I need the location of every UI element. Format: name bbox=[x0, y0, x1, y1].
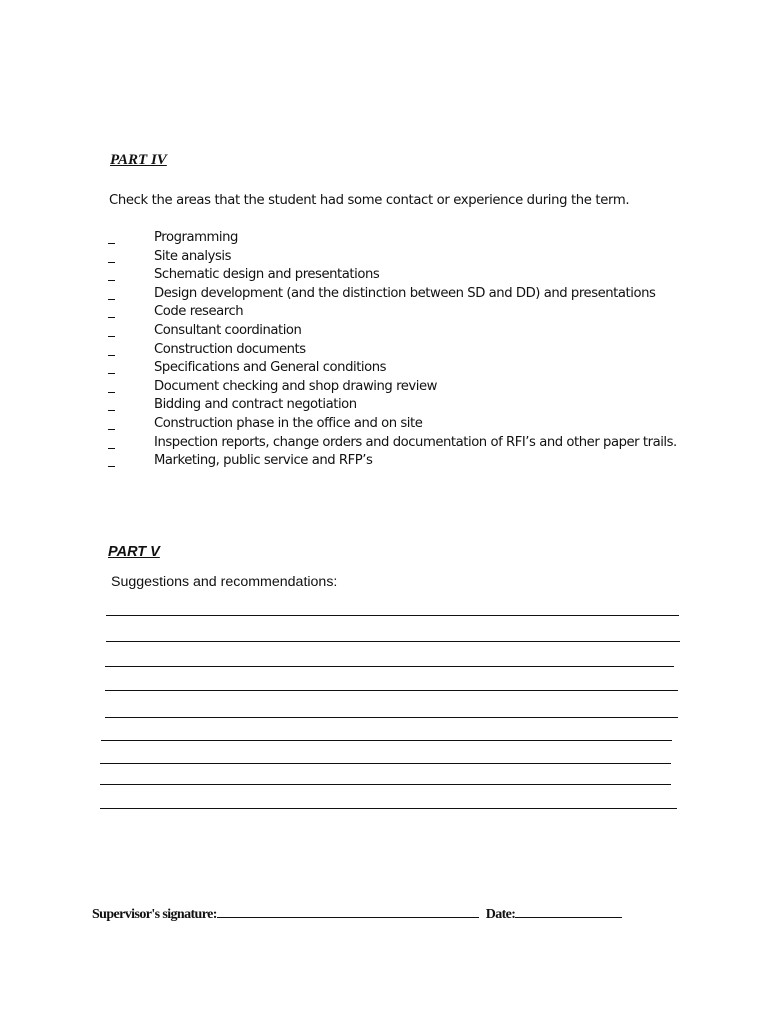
part-iv-heading: PART IV bbox=[110, 152, 167, 168]
date-label: Date: bbox=[485, 907, 516, 922]
checklist-item-label: Specifications and General conditions bbox=[154, 360, 387, 376]
checklist-item-label: Code research bbox=[154, 304, 244, 320]
suggestion-write-line[interactable] bbox=[106, 641, 680, 642]
supervisor-signature-line[interactable] bbox=[217, 905, 479, 918]
checklist-item-label: Document checking and shop drawing review bbox=[154, 378, 437, 394]
suggestions-label: Suggestions and recommendations: bbox=[111, 574, 338, 590]
suggestion-write-line[interactable] bbox=[105, 717, 678, 718]
signature-row bbox=[92, 905, 622, 923]
suggestion-write-line[interactable] bbox=[100, 763, 671, 764]
suggestion-write-line[interactable] bbox=[105, 666, 674, 667]
checklist-item-label: Marketing, public service and RFP’s bbox=[154, 453, 373, 469]
checklist-item-label: Site analysis bbox=[154, 248, 232, 264]
suggestion-write-line[interactable] bbox=[100, 808, 677, 809]
checklist-item-label: Consultant coordination bbox=[154, 322, 302, 338]
part-v-heading: PART V bbox=[108, 544, 160, 560]
suggestion-write-line[interactable] bbox=[106, 615, 679, 616]
suggestion-write-line[interactable] bbox=[105, 690, 678, 691]
checklist-item-label: Inspection reports, change orders and documentation of RFI’s and other paper trails. bbox=[154, 434, 677, 450]
suggestion-write-line[interactable] bbox=[101, 740, 672, 741]
checklist-item-label: Bidding and contract negotiation bbox=[154, 397, 357, 413]
part-iv-instruction: Check the areas that the student had some contact or experience during the term. bbox=[109, 193, 630, 208]
suggestion-write-line[interactable] bbox=[100, 784, 671, 785]
supervisor-signature-label: Supervisor's signature: bbox=[92, 907, 217, 922]
date-line[interactable] bbox=[515, 905, 622, 918]
checklist-item-label: Schematic design and presentations bbox=[154, 267, 380, 283]
checklist-item-label: Design development (and the distinction between SD and DD) and presentations bbox=[154, 285, 656, 301]
checklist-item-label: Construction phase in the office and on site bbox=[154, 415, 423, 431]
checklist-item-label: Programming bbox=[154, 230, 238, 245]
checklist-item-label: Construction documents bbox=[154, 341, 306, 357]
